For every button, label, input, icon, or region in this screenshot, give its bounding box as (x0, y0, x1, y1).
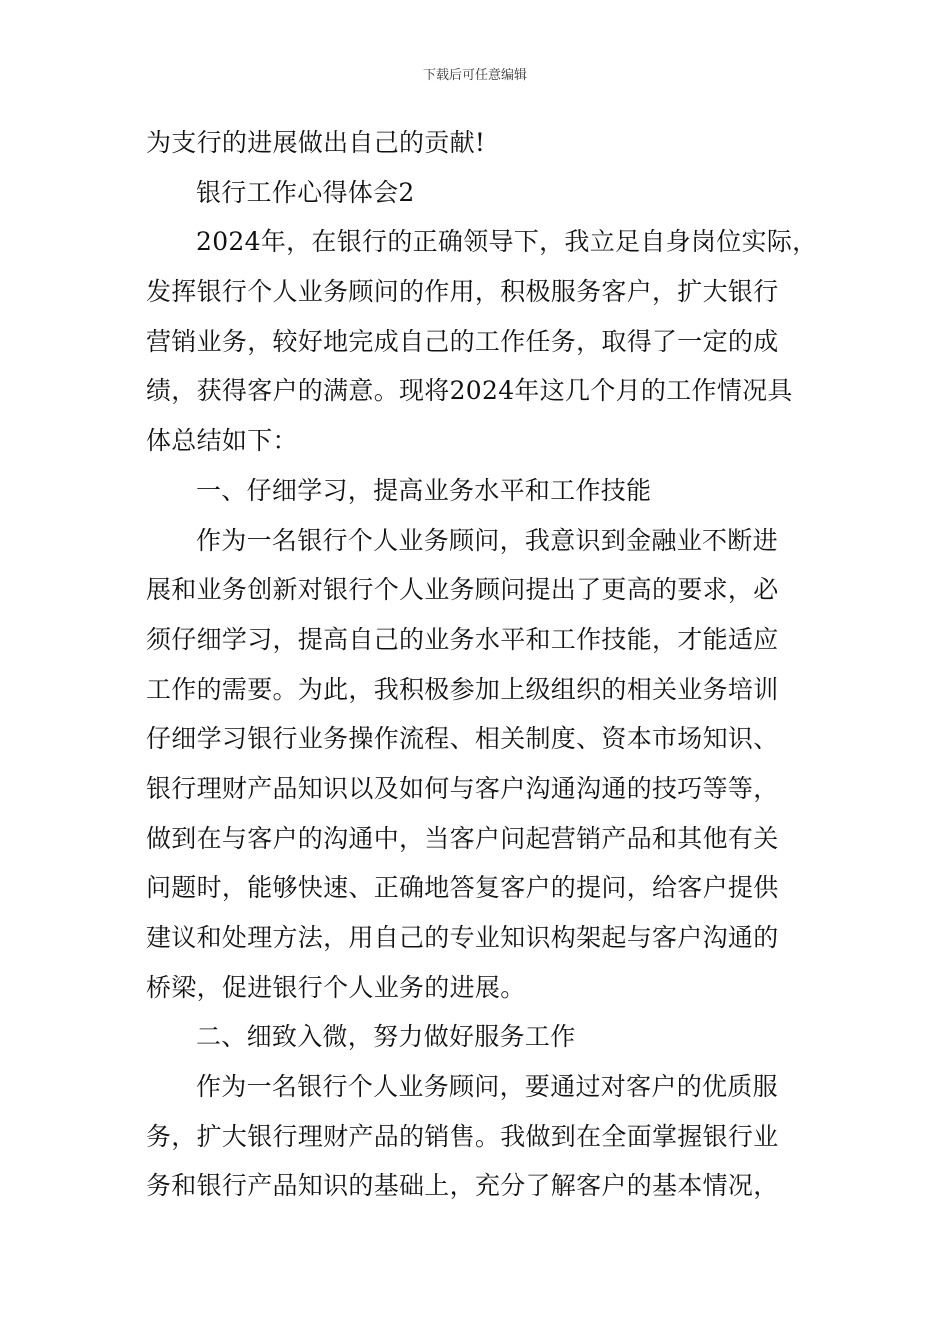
text-line: 营销业务，较好地完成自己的工作任务，取得了一定的成 (146, 326, 779, 356)
text-line: 2024年，在银行的正确领导下，我立足自身岗位实际， (196, 227, 818, 257)
text-line: 做到在与客户的沟通中，当客户问起营销产品和其他有关 (146, 823, 779, 853)
text-line: 务，扩大银行理财产品的销售。我做到在全面掌握银行业 (146, 1121, 779, 1151)
text-line: 工作的需要。为此，我积极参加上级组织的相关业务培训 (146, 674, 779, 704)
text-line: 问题时，能够快速、正确地答复客户的提问，给客户提供 (146, 873, 779, 903)
text-line: 体总结如下： (146, 426, 298, 456)
document-body (146, 118, 830, 1211)
text-line: 展和业务创新对银行个人业务顾问提出了更高的要求，必 (146, 575, 779, 605)
text-line: 作为一名银行个人业务顾问，我意识到金融业不断进 (196, 525, 778, 555)
text-line: 银行理财产品知识以及如何与客户沟通沟通的技巧等等， (146, 773, 779, 803)
text-line: 绩，获得客户的满意。现将2024年这几个月的工作情况具 (146, 376, 793, 406)
text-line: 作为一名银行个人业务顾问，要通过对客户的优质服 (196, 1072, 778, 1102)
section-title: 银行工作心得体会2 (196, 177, 415, 207)
header-note: 下载后可任意编辑 (422, 68, 527, 83)
text-line: 务和银行产品知识的基础上，充分了解客户的基本情况， (146, 1171, 779, 1201)
text-line: 仔细学习银行业务操作流程、相关制度、资本市场知识、 (146, 724, 779, 754)
text-line: 须仔细学习，提高自己的业务水平和工作技能，才能适应 (146, 624, 779, 654)
text-line: 为支行的进展做出自己的贡献! (146, 128, 486, 157)
text-line: 建议和处理方法，用自己的专业知识构架起与客户沟通的 (146, 923, 779, 952)
subheading: 二、细致入微，努力做好服务工作 (196, 1022, 576, 1052)
text-line: 桥梁，促进银行个人业务的进展。 (146, 972, 526, 1002)
text-line: 发挥银行个人业务顾问的作用，积极服务客户，扩大银行 (146, 277, 779, 307)
subheading: 一、仔细学习，提高业务水平和工作技能 (196, 475, 652, 505)
